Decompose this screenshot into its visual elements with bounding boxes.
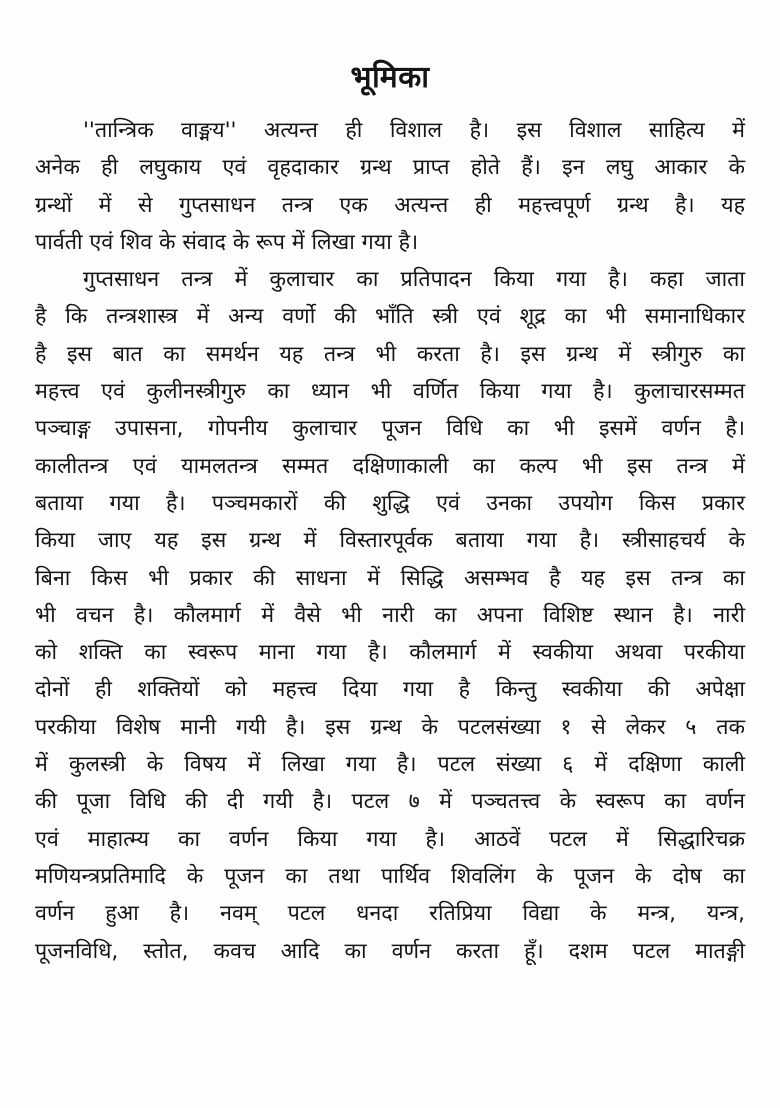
page-title: भूमिका xyxy=(350,60,430,95)
text-line: दोनों ही शक्तियों को महत्त्व दिया गया है किन्तु स्वकीया की अपेक्षा xyxy=(35,677,745,703)
text-line: है इस बात का समर्थन यह तन्त्र भी करता है। इस ग्रन्थ में स्त्रीगुरु का xyxy=(35,341,745,367)
body-text xyxy=(35,112,745,970)
text-line: की पूजा विधि की दी गयी है। पटल ७ में पञ्चतत्त्व के स्वरूप का वर्णन xyxy=(35,789,745,815)
text-line: है कि तन्त्रशास्त्र में अन्य वर्णो की भाँति स्त्री एवं शूद्र का भी समानाधिकार xyxy=(35,304,745,330)
text-line: पूजनविधि, स्तोत, कवच आदि का वर्णन करता हूँ। दशम पटल मातङ्गी xyxy=(35,938,745,964)
text-line: अनेक ही लघुकाय एवं वृहदाकार ग्रन्थ प्राप्त होते हैं। इन लघु आकार के xyxy=(35,155,745,181)
text-line: किया जाए यह इस ग्रन्थ में विस्तारपूर्वक बताया गया है। स्त्रीसाहचर्य के xyxy=(35,528,745,554)
text-line: कालीतन्त्र एवं यामलतन्त्र सम्मत दक्षिणाकाली का कल्प भी इस तन्त्र में xyxy=(35,453,745,479)
text-line: पार्वती एवं शिव के संवाद के रूप में लिखा गया है। xyxy=(35,229,419,255)
text-line: एवं माहात्म्य का वर्णन किया गया है। आठवें पटल में सिद्धारिचक्र xyxy=(35,826,745,852)
text-line: ग्रन्थों में से गुप्तसाधन तन्त्र एक अत्यन्त ही महत्त्वपूर्ण ग्रन्थ है। यह xyxy=(35,192,745,218)
text-line: परकीया विशेष मानी गयी है। इस ग्रन्थ के पटलसंख्या १ से लेकर ५ तक xyxy=(35,714,745,740)
text-line: वर्णन हुआ है। नवम् पटल धनदा रतिप्रिया विद्या के मन्त्र, यन्त्र, xyxy=(35,901,745,927)
text-line: भी वचन है। कौलमार्ग में वैसे भी नारी का अपना विशिष्ट स्थान है। नारी xyxy=(35,602,745,628)
text-line: ''तान्त्रिक वाङ्मय'' अत्यन्त ही विशाल है। इस विशाल साहित्य में xyxy=(83,118,745,143)
text-line: में कुलस्त्री के विषय में लिखा गया है। पटल संख्या ६ में दक्षिणा काली xyxy=(35,752,745,778)
text-line: पञ्चाङ्ग उपासना, गोपनीय कुलाचार पूजन विधि का भी इसमें वर्णन है। xyxy=(35,416,745,442)
text-line: बताया गया है। पञ्चमकारों की शुद्धि एवं उनका उपयोग किस प्रकार xyxy=(35,490,745,516)
text-line: मणियन्त्रप्रतिमादि के पूजन का तथा पार्थिव शिवलिंग के पूजन के दोष का xyxy=(35,863,745,889)
paragraph-1 xyxy=(35,112,745,261)
text-line: बिना किस भी प्रकार की साधना में सिद्धि असम्भव है यह इस तन्त्र का xyxy=(35,565,745,591)
text-line: महत्त्व एवं कुलीनस्त्रीगुरु का ध्यान भी वर्णित किया गया है। कुलाचारसम्मत xyxy=(35,379,745,405)
text-line: गुप्तसाधन तन्त्र में कुलाचार का प्रतिपादन किया गया है। कहा जाता xyxy=(83,267,745,293)
text-line: को शक्ति का स्वरूप माना गया है। कौलमार्ग में स्वकीया अथवा परकीया xyxy=(35,640,745,666)
paragraph-2 xyxy=(35,261,745,970)
